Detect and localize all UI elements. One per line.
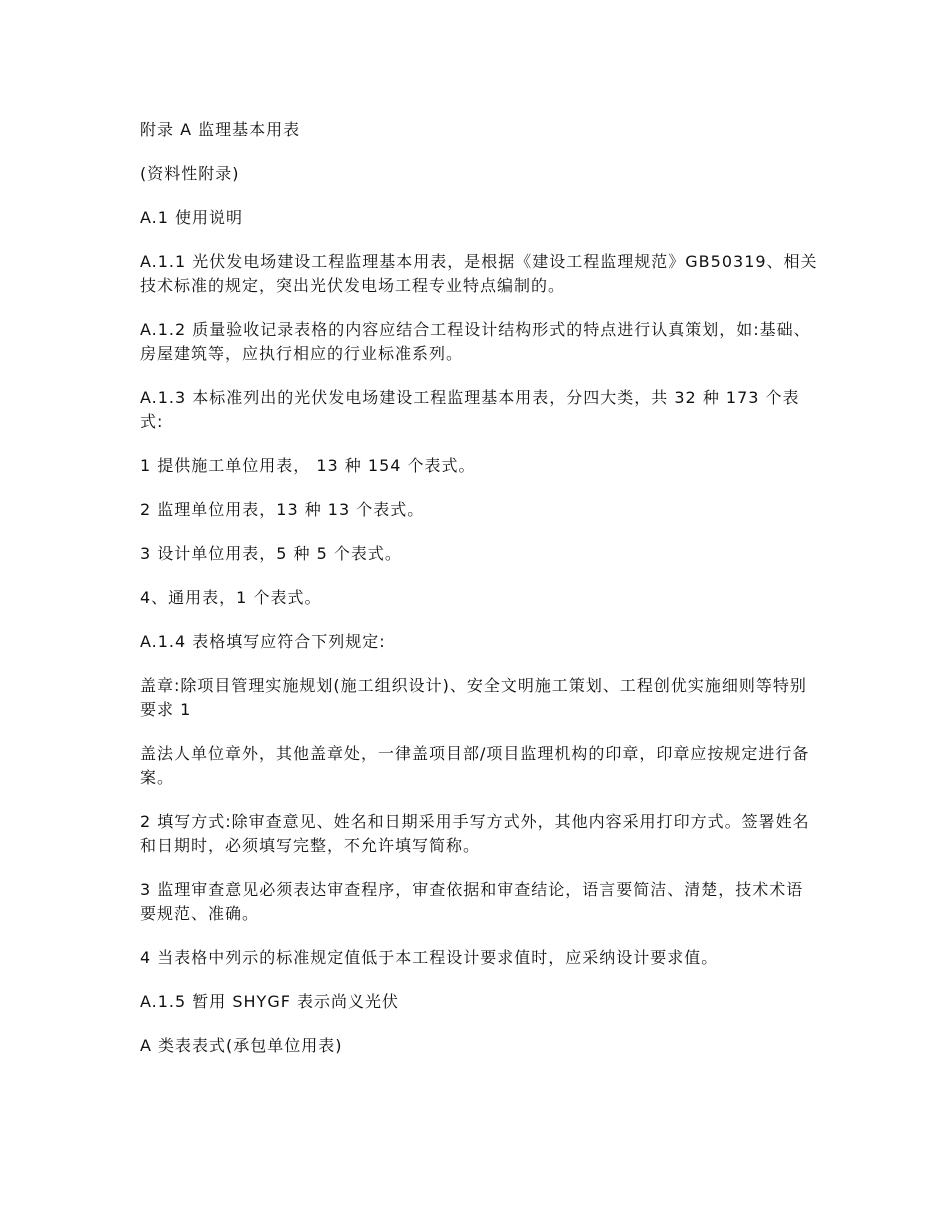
review-opinion-rule: 3 监理审查意见必须表达审查程序，审查依据和审查结论，语言要简洁、清楚，技术术语要规范、准确。 bbox=[140, 880, 804, 923]
appendix-note: (资料性附录) bbox=[140, 164, 240, 183]
appendix-title: 附录 A 监理基本用表 bbox=[140, 120, 301, 139]
section-heading-a1: A.1 使用说明 bbox=[140, 208, 244, 227]
fill-method-rule: 2 填写方式:除审查意见、姓名和日期采用手写方式外，其他内容采用打印方式。签署姓名和日期时，必须填写完整，不允许填写简称。 bbox=[140, 812, 810, 855]
list-item-2: 2 监理单位用表，13 种 13 个表式。 bbox=[140, 500, 425, 519]
list-item-4: 4、通用表，1 个表式。 bbox=[140, 588, 322, 607]
clause-a1-1: A.1.1 光伏发电场建设工程监理基本用表，是根据《建设工程监理规范》GB50319、相关技术标准的规定，突出光伏发电场工程专业特点编制的。 bbox=[140, 252, 818, 295]
clause-a1-4: A.1.4 表格填写应符合下列规定: bbox=[140, 632, 386, 651]
clause-a1-3: A.1.3 本标准列出的光伏发电场建设工程监理基本用表，分四大类，共 32 种 173 个表式: bbox=[140, 388, 800, 431]
standard-value-rule: 4 当表格中列示的标准规定值低于本工程设计要求值时，应采纳设计要求值。 bbox=[140, 948, 719, 967]
document-body bbox=[140, 118, 820, 1078]
list-item-3: 3 设计单位用表，5 种 5 个表式。 bbox=[140, 544, 402, 563]
stamp-rule-continued: 盖法人单位章外，其他盖章处，一律盖项目部/项目监理机构的印章，印章应按规定进行备案。 bbox=[140, 744, 810, 787]
clause-a1-5: A.1.5 暂用 SHYGF 表示尚义光伏 bbox=[140, 992, 400, 1011]
list-item-1: 1 提供施工单位用表， 13 种 154 个表式。 bbox=[140, 456, 476, 475]
stamp-rule: 盖章:除项目管理实施规划(施工组织设计)、安全文明施工策划、工程创优实施细则等特别要求 1 bbox=[140, 676, 807, 719]
clause-a1-2: A.1.2 质量验收记录表格的内容应结合工程设计结构形式的特点进行认真策划，如:基础、房屋建筑等，应执行相应的行业标准系列。 bbox=[140, 320, 811, 363]
table-category-a: A 类表表式(承包单位用表) bbox=[140, 1036, 343, 1055]
